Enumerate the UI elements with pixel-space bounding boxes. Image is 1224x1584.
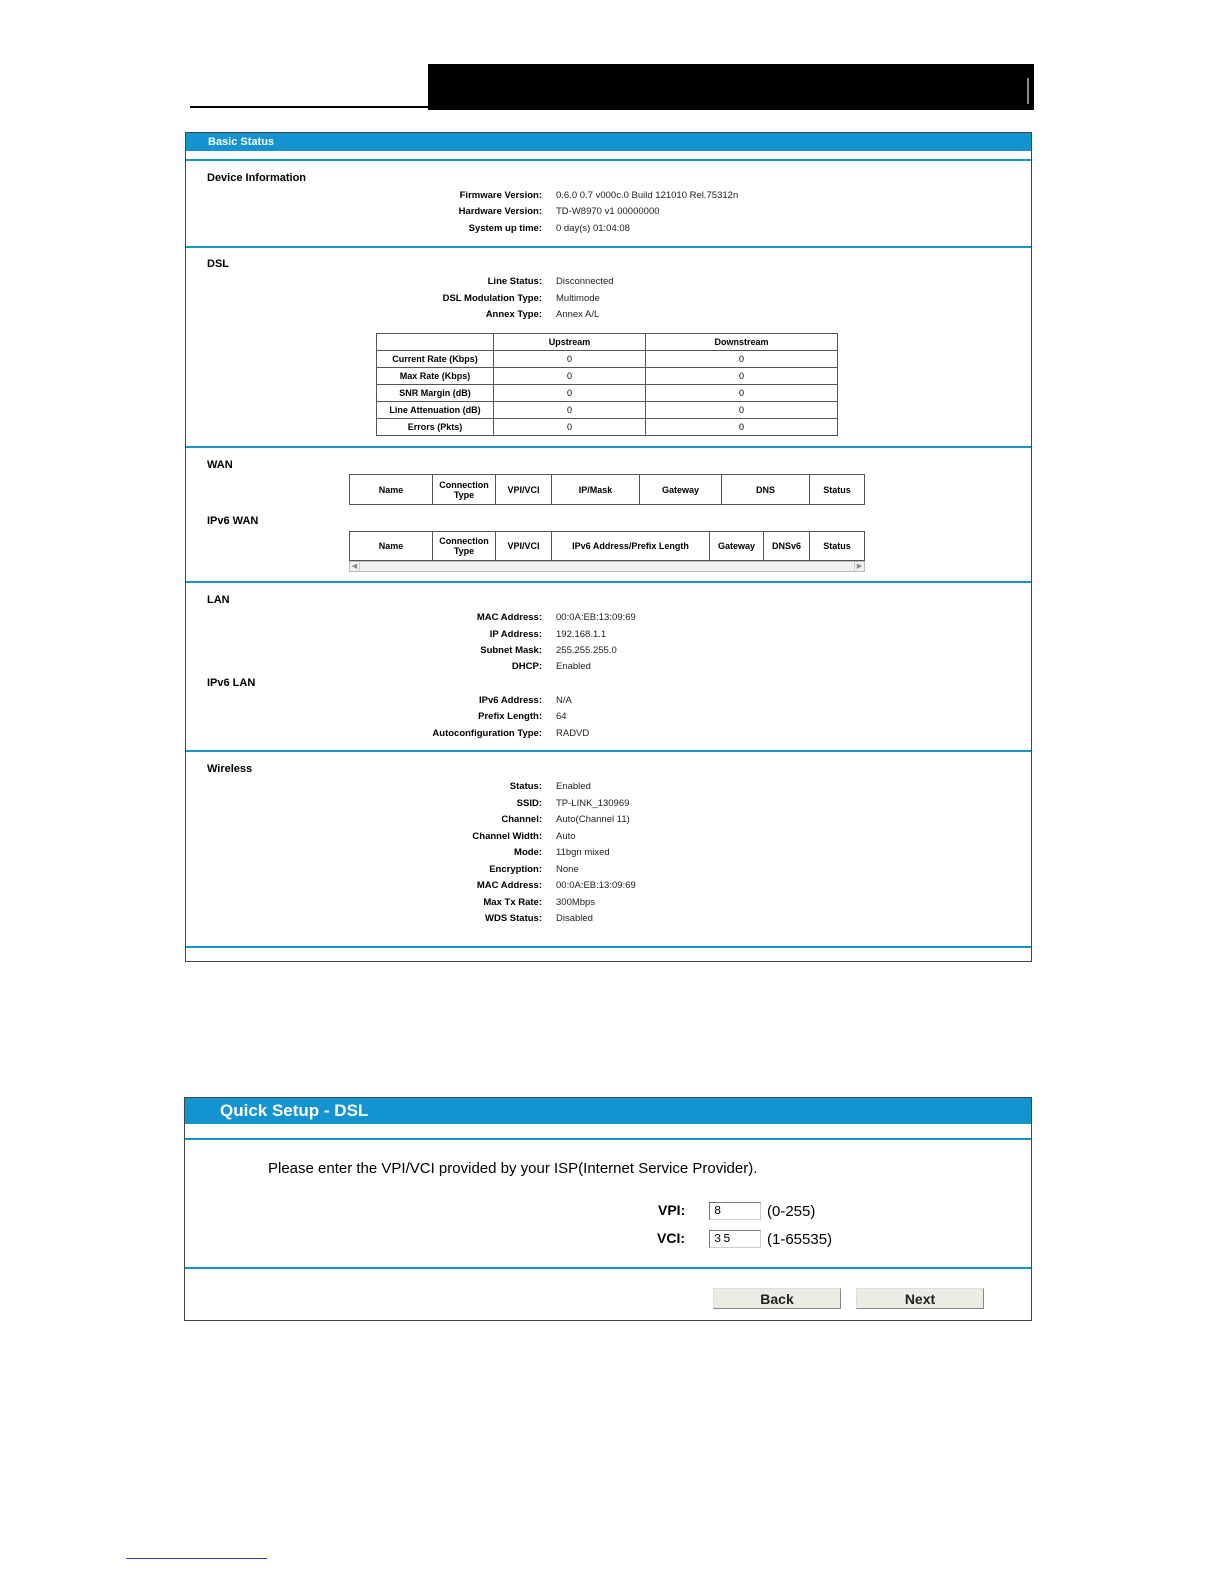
separator xyxy=(186,946,1031,948)
table-header: Gateway xyxy=(710,532,764,561)
lan-title: LAN xyxy=(207,594,230,606)
scroll-right-icon[interactable]: ▶ xyxy=(854,562,864,571)
device-info-title: Device Information xyxy=(207,172,307,184)
hardware-version-value: TD-W8970 v1 00000000 xyxy=(556,206,660,217)
table-header: Status xyxy=(810,475,865,505)
dsl-title: DSL xyxy=(207,258,229,270)
table-row: Max Rate (Kbps) 0 0 xyxy=(377,368,838,385)
table-header: Connection Type xyxy=(433,532,496,561)
table-header: DNS xyxy=(722,475,810,505)
page-header-rule xyxy=(190,106,428,108)
vpi-label: VPI: xyxy=(658,1202,686,1218)
ipv6-wan-scrollbar[interactable] xyxy=(349,561,865,572)
vpi-range: (0-255) xyxy=(767,1203,816,1220)
ipv6-lan-title: IPv6 LAN xyxy=(207,677,256,689)
separator xyxy=(186,159,1031,161)
table-header: Gateway xyxy=(640,475,722,505)
footer-link-rule xyxy=(126,1558,267,1559)
ipv6-wan-title: IPv6 WAN xyxy=(207,515,259,527)
basic-status-title: Basic Status xyxy=(186,133,1031,151)
instruction-text: Please enter the VPI/VCI provided by your ISP(Internet Service Provider). xyxy=(268,1160,758,1177)
basic-status-panel: Basic Status Device Information Firmware Version: 0.6.0 0.7 v000c.0 Build 121010 Rel.75312n Hardware Version: TD-W8970 v1 00000000 System up time: 0 day(s) 01:04:08 DSL Line Status: Disconnected DSL Modulation Type: Multimode Annex Type: Annex A/L Upstream Downstream Current Rate (Kbps) 0 0 Max Rate (Kbps) 0 0 SNR Margin (dB) 0 0 Line Attenuation (dB) 0 0 Errors (Pkts) 0 0 WAN Name Connection Type VPI/VCI IP/Mask Gateway DNS Status IPv6 WAN Name Connection Type VPI/VCI IPv6 Address/Prefix Length Gateway DNSv6 Status ◀ ▶ LAN MAC Address: 00:0A:EB:13:09:69 IP Address: 192.168.1.1 Subnet Mask: 255.255.255.0 DHCP: Enabled IPv6 LAN IPv6 Address: N/A Prefix Length: 64 Autoconfiguration Type: RADVD Wireless Status: Enabled SSID: TP-LINK_130969 Channel: Auto(Channel 11) Channel Width: Auto Mode: 11bgn mixed Encryption: None MAC Address: 00:0A:EB:13:09:69 Max Tx Rate: 300Mbps WDS Status: Disabled xyxy=(185,132,1032,962)
back-button[interactable]: Back xyxy=(713,1288,841,1309)
table-header: VPI/VCI xyxy=(496,532,552,561)
table-row: Errors (Pkts) 0 0 xyxy=(377,419,838,436)
table-header: Status xyxy=(810,532,865,561)
table-row: SNR Margin (dB) 0 0 xyxy=(377,385,838,402)
wireless-title: Wireless xyxy=(207,763,253,775)
separator xyxy=(185,1267,1031,1269)
next-button[interactable]: Next xyxy=(856,1288,984,1309)
system-uptime-value: 0 day(s) 01:04:08 xyxy=(556,223,630,234)
table-header: IP/Mask xyxy=(552,475,640,505)
table-header xyxy=(377,334,494,351)
vci-range: (1-65535) xyxy=(767,1231,833,1248)
separator xyxy=(185,1138,1031,1140)
quick-setup-panel xyxy=(184,1097,1032,1321)
table-header: Upstream xyxy=(494,334,646,351)
annex-type-value: Annex A/L xyxy=(556,309,600,320)
dsl-rate-table xyxy=(376,333,838,436)
table-row: Line Attenuation (dB) 0 0 xyxy=(377,402,838,419)
vci-input[interactable] xyxy=(709,1230,761,1248)
table-header: Name xyxy=(350,475,433,505)
table-row: Current Rate (Kbps) 0 0 xyxy=(377,351,838,368)
page-header-bar xyxy=(428,64,1034,110)
vpi-input[interactable] xyxy=(709,1202,761,1220)
separator xyxy=(186,581,1031,583)
table-header: Connection Type xyxy=(433,475,496,505)
table-header: IPv6 Address/Prefix Length xyxy=(552,532,710,561)
dsl-modulation-value: Multimode xyxy=(556,293,600,304)
wan-table xyxy=(349,474,865,505)
separator xyxy=(186,446,1031,448)
firmware-version-value: 0.6.0 0.7 v000c.0 Build 121010 Rel.75312n xyxy=(556,190,739,201)
vci-label: VCI: xyxy=(657,1230,685,1246)
table-header: DNSv6 xyxy=(764,532,810,561)
ipv6-wan-table xyxy=(349,531,865,561)
table-header: VPI/VCI xyxy=(496,475,552,505)
line-status-value: Disconnected xyxy=(556,276,614,287)
quick-setup-title: Quick Setup - DSL xyxy=(185,1098,1031,1124)
separator xyxy=(186,750,1031,752)
scroll-left-icon[interactable]: ◀ xyxy=(350,562,360,571)
table-header: Downstream xyxy=(646,334,838,351)
wan-title: WAN xyxy=(207,459,233,471)
table-header: Name xyxy=(350,532,433,561)
separator xyxy=(186,246,1031,248)
